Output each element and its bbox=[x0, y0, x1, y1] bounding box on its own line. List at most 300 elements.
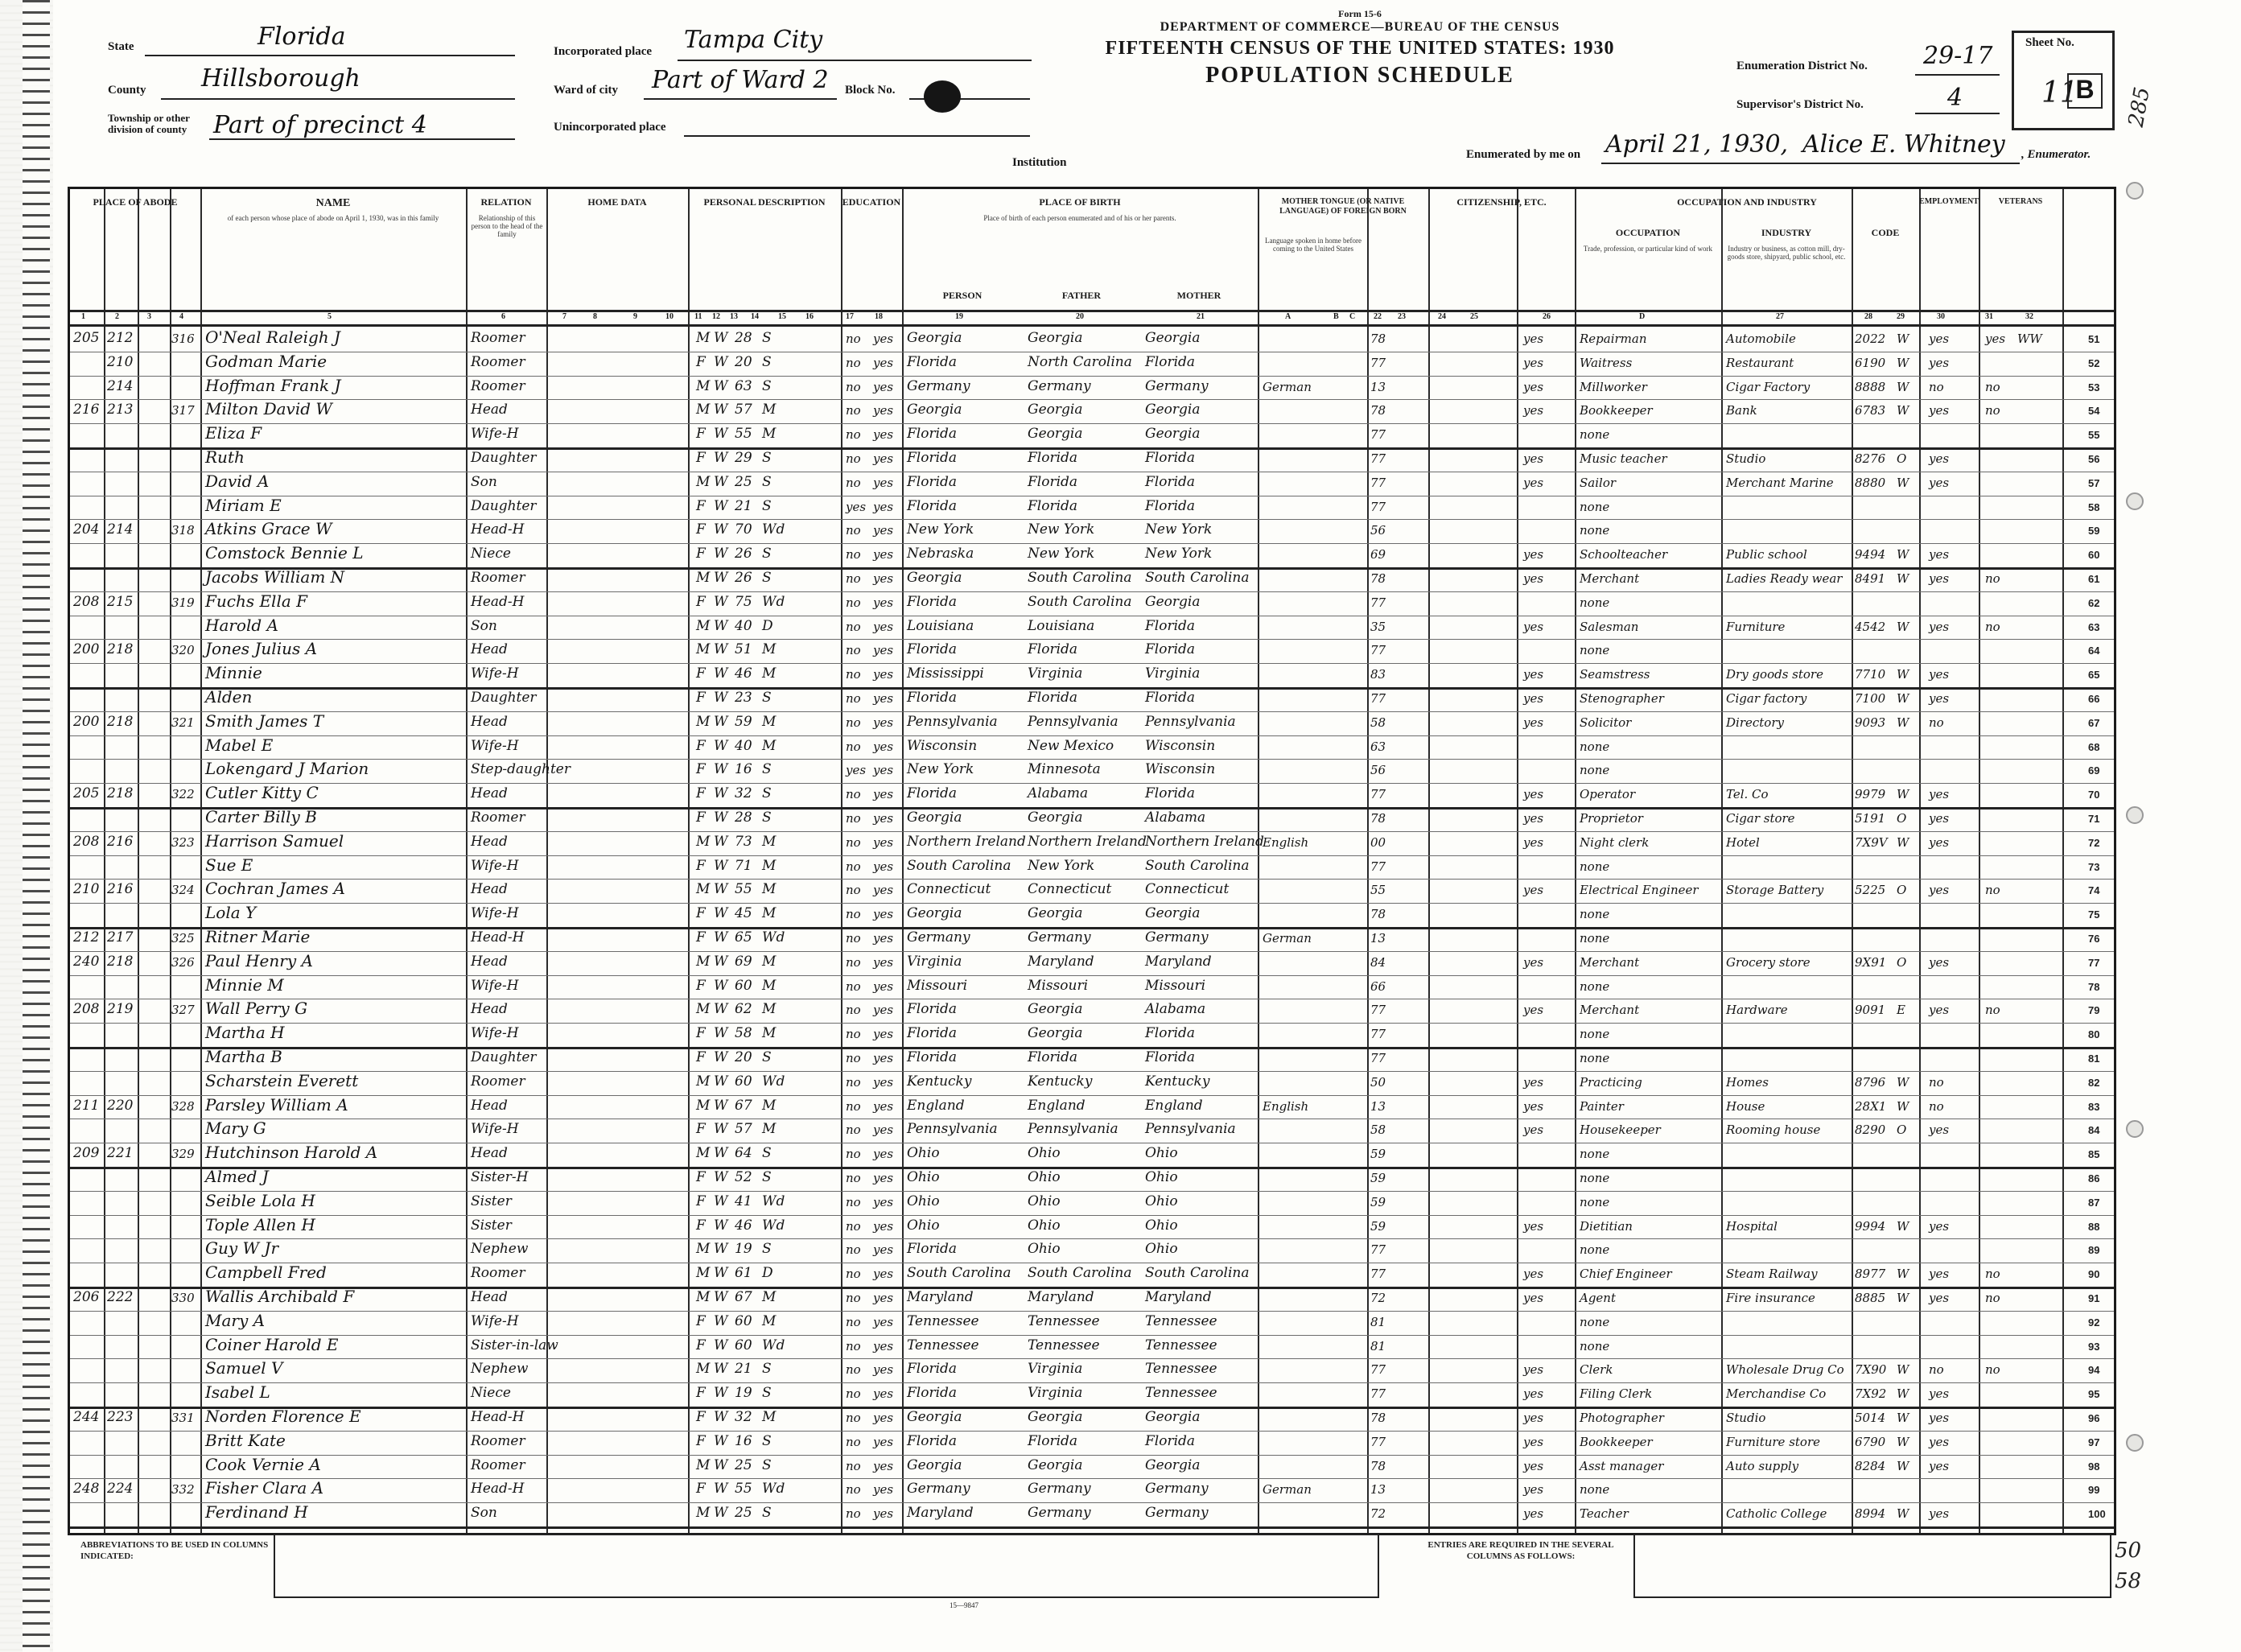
cell-race: W bbox=[714, 905, 728, 922]
cell-mother: Tennessee bbox=[1145, 1337, 1217, 1353]
cell-dw: 215 bbox=[107, 593, 134, 610]
enumerated-underline bbox=[1601, 163, 2020, 164]
cell-occ: Electrical Engineer bbox=[1580, 883, 1699, 898]
cell-read: yes bbox=[873, 954, 894, 970]
row-number: 68 bbox=[2088, 740, 2100, 753]
cell-mother: Georgia bbox=[1145, 426, 1201, 443]
cell-age: 55 bbox=[735, 1481, 752, 1498]
cell-birth: Connecticut bbox=[907, 881, 991, 898]
cell-ind: Ladies Ready wear bbox=[1726, 571, 1843, 586]
column-number: 5 bbox=[327, 312, 332, 321]
cell-cls: O bbox=[1897, 451, 1907, 466]
cell-code: 77 bbox=[1370, 691, 1386, 706]
state-value: Florida bbox=[257, 23, 346, 51]
cell-occ: none bbox=[1580, 1194, 1610, 1209]
cell-sex: M bbox=[696, 330, 711, 346]
cell-name: Ferdinand H bbox=[205, 1502, 308, 1522]
cell-sex: F bbox=[696, 1121, 706, 1138]
header-bottom-rule bbox=[70, 324, 2114, 327]
cell-birth: Kentucky bbox=[907, 1073, 972, 1090]
cell-birth: Florida bbox=[907, 1385, 958, 1402]
cell-code: 83 bbox=[1370, 667, 1386, 682]
cell-dw: 212 bbox=[107, 330, 134, 346]
cell-rel: Roomer bbox=[471, 810, 525, 826]
cell-name: Ritner Marie bbox=[205, 927, 311, 946]
cell-cls: W bbox=[1897, 1411, 1909, 1425]
margin-number: 285 bbox=[2124, 84, 2155, 130]
cell-cls: W bbox=[1897, 667, 1909, 682]
cell-father: Georgia bbox=[1028, 402, 1083, 418]
row-number: 84 bbox=[2088, 1124, 2100, 1137]
cell-sex: F bbox=[696, 546, 706, 562]
cell-rel: Head bbox=[471, 713, 508, 730]
cell-mother: Florida bbox=[1145, 497, 1196, 514]
cell-race: W bbox=[714, 402, 728, 418]
cell-dw: 213 bbox=[107, 402, 134, 418]
cell-emp: no bbox=[1929, 1074, 1944, 1090]
cell-mar: Wd bbox=[762, 929, 785, 945]
cell-mar: M bbox=[762, 1409, 777, 1425]
cell-mar: Wd bbox=[762, 1073, 785, 1090]
cell-name: Martha H bbox=[205, 1023, 285, 1043]
row-number: 55 bbox=[2088, 429, 2100, 442]
cell-birth: Georgia bbox=[907, 1409, 962, 1425]
cell-occcode: 9994 bbox=[1855, 1218, 1886, 1234]
cell-name: Britt Kate bbox=[205, 1430, 286, 1450]
cell-ind: Catholic College bbox=[1726, 1506, 1827, 1522]
cell-rel: Head bbox=[471, 953, 508, 970]
cell-cls: W bbox=[1897, 1386, 1909, 1402]
column-number: 2 bbox=[115, 312, 119, 321]
cell-emp: yes bbox=[1929, 332, 1950, 346]
cell-age: 61 bbox=[735, 1265, 752, 1282]
cell-father: Florida bbox=[1028, 497, 1078, 514]
cell-st: 208 bbox=[73, 593, 100, 610]
cell-father: Virginia bbox=[1028, 665, 1083, 682]
cell-birth: Florida bbox=[907, 1025, 958, 1042]
cell-read: yes bbox=[873, 1482, 894, 1498]
cell-read: yes bbox=[873, 834, 894, 850]
cell-work: yes bbox=[1523, 1267, 1544, 1282]
cell-mother: Maryland bbox=[1145, 1289, 1212, 1305]
cell-ind: Auto supply bbox=[1726, 1458, 1799, 1473]
enumerator-suffix: , Enumerator. bbox=[2021, 148, 2091, 161]
cell-father: Alabama bbox=[1028, 785, 1089, 802]
cell-code: 77 bbox=[1370, 1242, 1386, 1258]
cell-rel: Niece bbox=[471, 546, 511, 562]
cell-rel: Roomer bbox=[471, 330, 525, 346]
table-row bbox=[70, 1287, 2114, 1311]
cell-father: Virginia bbox=[1028, 1361, 1083, 1378]
cell-age: 57 bbox=[735, 402, 752, 418]
cell-name: Sue E bbox=[205, 855, 253, 875]
cell-dw: 222 bbox=[107, 1289, 134, 1305]
cell-rel: Sister-in-law bbox=[471, 1337, 558, 1353]
name-header: NAME bbox=[315, 197, 351, 209]
cell-occ: Merchant bbox=[1580, 571, 1640, 586]
cell-sch: no bbox=[846, 1314, 861, 1329]
cell-occ: Stenographer bbox=[1580, 691, 1664, 706]
cell-sch: no bbox=[846, 1171, 861, 1185]
cell-sch: no bbox=[846, 379, 861, 394]
column-number: 32 bbox=[2025, 312, 2033, 321]
cell-mother: Germany bbox=[1145, 1481, 1209, 1498]
cell-code: 69 bbox=[1370, 547, 1386, 562]
cell-mother: Georgia bbox=[1145, 905, 1201, 922]
cell-race: W bbox=[714, 1193, 728, 1209]
cell-occcode: 7X92 bbox=[1855, 1386, 1887, 1402]
cell-ind: Studio bbox=[1726, 451, 1766, 466]
cell-sex: F bbox=[696, 450, 706, 466]
cell-work: yes bbox=[1523, 787, 1544, 802]
cell-fam: 320 bbox=[171, 643, 195, 658]
cell-birth: Missouri bbox=[907, 977, 968, 994]
cell-mar: S bbox=[762, 1456, 772, 1473]
cell-work: yes bbox=[1523, 1411, 1544, 1425]
cell-cls: W bbox=[1897, 619, 1909, 634]
cell-rel: Roomer bbox=[471, 377, 525, 394]
cell-name: Coiner Harold E bbox=[205, 1334, 339, 1354]
cell-birth: Florida bbox=[907, 690, 958, 706]
cell-father: Florida bbox=[1028, 473, 1078, 490]
cell-occ: Bookkeeper bbox=[1580, 1434, 1653, 1449]
cell-occcode: 6783 bbox=[1855, 403, 1886, 418]
cell-mar: S bbox=[762, 497, 772, 514]
cell-code: 77 bbox=[1370, 643, 1386, 658]
cell-work: yes bbox=[1523, 834, 1544, 850]
row-number: 93 bbox=[2088, 1340, 2100, 1353]
row-number: 64 bbox=[2088, 645, 2100, 657]
row-number: 100 bbox=[2088, 1508, 2106, 1521]
cell-age: 73 bbox=[735, 833, 752, 850]
cell-rel: Son bbox=[471, 1505, 497, 1522]
cell-code: 50 bbox=[1370, 1074, 1386, 1090]
cell-occ: Housekeeper bbox=[1580, 1123, 1661, 1138]
cell-race: W bbox=[714, 1289, 728, 1305]
cell-mother: Florida bbox=[1145, 641, 1196, 658]
cell-race: W bbox=[714, 665, 728, 682]
cell-birth: Virginia bbox=[907, 953, 962, 970]
table-row bbox=[70, 663, 2114, 687]
cell-father: Germany bbox=[1028, 377, 1091, 394]
cell-father: South Carolina bbox=[1028, 593, 1132, 610]
cell-name: Parsley William A bbox=[205, 1094, 348, 1114]
cell-father: Florida bbox=[1028, 690, 1078, 706]
cell-read: yes bbox=[873, 931, 894, 945]
cell-name: Wall Perry G bbox=[205, 999, 308, 1019]
cell-mother: Florida bbox=[1145, 353, 1196, 370]
cell-code: 78 bbox=[1370, 403, 1386, 418]
cell-ind: Storage Battery bbox=[1726, 883, 1824, 898]
birth-father-header: FATHER bbox=[1061, 290, 1102, 301]
row-number: 52 bbox=[2088, 356, 2100, 369]
table-row bbox=[70, 496, 2114, 520]
place-of-abode-header: PLACE OF ABODE bbox=[93, 196, 178, 208]
cell-occcode: 8491 bbox=[1855, 571, 1886, 586]
cell-race: W bbox=[714, 593, 728, 610]
cell-vet: no bbox=[1985, 379, 2000, 394]
table-row bbox=[70, 423, 2114, 447]
cell-age: 45 bbox=[735, 905, 752, 922]
punch-hole bbox=[2126, 182, 2144, 200]
cell-rel: Head bbox=[471, 402, 508, 418]
cell-code: 77 bbox=[1370, 1386, 1386, 1402]
cell-read: yes bbox=[873, 1291, 894, 1305]
cell-mar: Wd bbox=[762, 1193, 785, 1209]
enum-district-underline bbox=[1915, 74, 2000, 76]
cell-dw: 216 bbox=[107, 881, 134, 898]
cell-occcode: 5014 bbox=[1855, 1411, 1886, 1425]
cell-father: Florida bbox=[1028, 1049, 1078, 1065]
cell-occcode: 7X90 bbox=[1855, 1362, 1887, 1378]
unincorporated-label: Unincorporated place bbox=[554, 121, 666, 134]
cell-mar: S bbox=[762, 546, 772, 562]
cell-father: Kentucky bbox=[1028, 1073, 1093, 1090]
cell-emp: yes bbox=[1929, 787, 1950, 802]
cell-name: Mary A bbox=[205, 1310, 266, 1330]
cell-age: 46 bbox=[735, 665, 752, 682]
cell-birth: Georgia bbox=[907, 330, 962, 346]
cell-rel: Son bbox=[471, 617, 497, 634]
cell-name: Norden Florence E bbox=[205, 1407, 361, 1426]
cell-fam: 323 bbox=[171, 834, 195, 850]
cell-read: yes bbox=[873, 355, 894, 370]
cell-rel: Head-H bbox=[471, 929, 525, 945]
cell-tongue: German bbox=[1263, 379, 1312, 394]
incorporated-value: Tampa City bbox=[684, 26, 823, 54]
cell-rel: Wife-H bbox=[471, 977, 519, 994]
cell-read: yes bbox=[873, 1147, 894, 1162]
cell-read: yes bbox=[873, 451, 894, 466]
cell-sex: F bbox=[696, 1337, 706, 1353]
cell-mar: M bbox=[762, 1289, 777, 1305]
cell-code: 59 bbox=[1370, 1171, 1386, 1185]
cell-cls: W bbox=[1897, 571, 1909, 586]
column-number: C bbox=[1349, 312, 1356, 321]
cell-sch: no bbox=[846, 451, 861, 466]
table-row bbox=[70, 1358, 2114, 1382]
cell-age: 55 bbox=[735, 881, 752, 898]
cell-occcode: 8994 bbox=[1855, 1506, 1886, 1522]
cell-mar: M bbox=[762, 426, 777, 443]
cell-rel: Niece bbox=[471, 1385, 511, 1402]
row-number: 76 bbox=[2088, 933, 2100, 945]
cell-rel: Daughter bbox=[471, 497, 537, 514]
cell-race: W bbox=[714, 1312, 728, 1329]
cell-age: 20 bbox=[735, 1049, 752, 1065]
cell-mother: Florida bbox=[1145, 1432, 1196, 1449]
cell-sex: M bbox=[696, 1241, 711, 1258]
entries-title: ENTRIES ARE REQUIRED IN THE SEVERAL COLUMNS AS FOLLOWS: bbox=[1427, 1540, 1614, 1561]
cell-work: yes bbox=[1523, 1074, 1544, 1090]
place-of-birth-header: PLACE OF BIRTH bbox=[1039, 196, 1121, 208]
cell-read: yes bbox=[873, 403, 894, 418]
cell-mother: Ohio bbox=[1145, 1217, 1178, 1234]
cell-birth: Ohio bbox=[907, 1145, 940, 1162]
row-number: 85 bbox=[2088, 1148, 2100, 1161]
cell-father: Maryland bbox=[1028, 1289, 1094, 1305]
cell-name: Campbell Fred bbox=[205, 1263, 327, 1283]
column-number: 19 bbox=[955, 312, 963, 321]
column-number: 13 bbox=[730, 312, 738, 321]
cell-race: W bbox=[714, 1337, 728, 1353]
cell-read: yes bbox=[873, 1051, 894, 1065]
cell-father: Missouri bbox=[1028, 977, 1089, 994]
cell-birth: Florida bbox=[907, 1241, 958, 1258]
cell-occ: none bbox=[1580, 1051, 1610, 1065]
row-number: 60 bbox=[2088, 549, 2100, 562]
cell-ind: Hospital bbox=[1726, 1218, 1778, 1234]
cell-age: 19 bbox=[735, 1241, 752, 1258]
cell-mother: Wisconsin bbox=[1145, 761, 1216, 778]
cell-read: yes bbox=[873, 1362, 894, 1378]
cell-age: 23 bbox=[735, 690, 752, 706]
cell-work: yes bbox=[1523, 451, 1544, 466]
cell-father: Connecticut bbox=[1028, 881, 1112, 898]
cell-code: 78 bbox=[1370, 811, 1386, 826]
cell-code: 13 bbox=[1370, 931, 1386, 945]
cell-read: yes bbox=[873, 811, 894, 826]
cell-ind: Dry goods store bbox=[1726, 667, 1823, 682]
cell-birth: South Carolina bbox=[907, 857, 1011, 874]
cell-rel: Head bbox=[471, 1097, 508, 1114]
cell-emp: yes bbox=[1929, 1291, 1950, 1305]
cell-occcode: 8276 bbox=[1855, 451, 1886, 466]
row-number: 99 bbox=[2088, 1484, 2100, 1497]
column-number: 22 bbox=[1374, 312, 1382, 321]
cell-name: Wallis Archibald F bbox=[205, 1287, 355, 1306]
cell-birth: Florida bbox=[907, 1049, 958, 1065]
table-row bbox=[70, 447, 2114, 472]
cell-race: W bbox=[714, 1265, 728, 1282]
cell-occ: Merchant bbox=[1580, 1003, 1640, 1018]
cell-occcode: 7X9V bbox=[1855, 834, 1888, 850]
cell-occ: Sailor bbox=[1580, 475, 1617, 490]
cell-occcode: 9494 bbox=[1855, 547, 1886, 562]
unincorporated-underline bbox=[684, 135, 1030, 137]
cell-father: North Carolina bbox=[1028, 353, 1132, 370]
cell-father: Germany bbox=[1028, 929, 1091, 945]
cell-mar: S bbox=[762, 690, 772, 706]
cell-sex: M bbox=[696, 1001, 711, 1018]
cell-cls: O bbox=[1897, 883, 1907, 898]
cell-occ: Filing Clerk bbox=[1580, 1386, 1653, 1402]
table-row bbox=[70, 399, 2114, 423]
cell-father: Florida bbox=[1028, 641, 1078, 658]
column-number: 30 bbox=[1937, 312, 1945, 321]
cell-dw: 218 bbox=[107, 953, 134, 970]
cell-race: W bbox=[714, 737, 728, 754]
cell-vet: no bbox=[1985, 619, 2000, 634]
cell-rel: Nephew bbox=[471, 1241, 529, 1258]
personal-description-header: PERSONAL DESCRIPTION bbox=[703, 196, 826, 208]
cell-code: 55 bbox=[1370, 883, 1386, 898]
cell-race: W bbox=[714, 1409, 728, 1425]
cell-dw: 221 bbox=[107, 1145, 134, 1162]
cell-occcode: 5225 bbox=[1855, 883, 1886, 898]
cell-name: Lola Y bbox=[205, 903, 257, 923]
cell-sex: M bbox=[696, 641, 711, 658]
table-row bbox=[70, 903, 2114, 927]
cell-sch: no bbox=[846, 1482, 861, 1498]
cell-sch: no bbox=[846, 1123, 861, 1138]
cell-father: Northern Ireland bbox=[1028, 833, 1147, 850]
table-row bbox=[70, 1238, 2114, 1263]
cell-race: W bbox=[714, 497, 728, 514]
row-number: 72 bbox=[2088, 836, 2100, 849]
column-number: 8 bbox=[593, 312, 597, 321]
cell-read: yes bbox=[873, 1386, 894, 1402]
cell-emp: no bbox=[1929, 715, 1944, 730]
cell-birth: Florida bbox=[907, 1432, 958, 1449]
table-row bbox=[70, 759, 2114, 783]
cell-read: yes bbox=[873, 667, 894, 682]
state-label: State bbox=[108, 40, 134, 53]
cell-code: 81 bbox=[1370, 1314, 1386, 1329]
cell-st: 209 bbox=[73, 1145, 100, 1162]
cell-birth: New York bbox=[907, 521, 974, 538]
cell-dw: 220 bbox=[107, 1097, 134, 1114]
cell-mother: Georgia bbox=[1145, 330, 1201, 346]
cell-rel: Head bbox=[471, 1289, 508, 1305]
cell-race: W bbox=[714, 1456, 728, 1473]
cell-name: Fisher Clara A bbox=[205, 1478, 324, 1498]
cell-sch: no bbox=[846, 619, 861, 634]
cell-father: Tennessee bbox=[1028, 1312, 1100, 1329]
column-number: 20 bbox=[1076, 312, 1084, 321]
cell-read: yes bbox=[873, 1218, 894, 1234]
cell-work: yes bbox=[1523, 547, 1544, 562]
cell-name: Lokengard J Marion bbox=[205, 759, 369, 779]
cell-emp: yes bbox=[1929, 571, 1950, 586]
cell-code: 77 bbox=[1370, 451, 1386, 466]
ward-underline bbox=[644, 98, 837, 100]
cell-st: 248 bbox=[73, 1481, 100, 1498]
cell-tongue: English bbox=[1263, 1098, 1309, 1114]
enumerated-date: April 21, 1930, bbox=[1605, 130, 1789, 159]
cell-rel: Wife-H bbox=[471, 1312, 519, 1329]
cell-age: 62 bbox=[735, 1001, 752, 1018]
name-subheader: of each person whose place of abode on April 1, 1930, was in this family bbox=[227, 214, 439, 222]
cell-emp: yes bbox=[1929, 451, 1950, 466]
cell-rel: Sister-H bbox=[471, 1169, 529, 1185]
cell-age: 40 bbox=[735, 737, 752, 754]
cell-mar: M bbox=[762, 977, 777, 994]
cell-birth: Maryland bbox=[907, 1289, 974, 1305]
cell-read: yes bbox=[873, 619, 894, 634]
cell-birth: Louisiana bbox=[907, 617, 974, 634]
cell-ind: Cigar factory bbox=[1726, 691, 1807, 706]
cell-cls: W bbox=[1897, 715, 1909, 730]
cell-occcode: 7710 bbox=[1855, 667, 1886, 682]
cell-age: 63 bbox=[735, 377, 752, 394]
cell-ind: Bank bbox=[1726, 403, 1757, 418]
cell-sex: M bbox=[696, 1505, 711, 1522]
cell-vet: no bbox=[1985, 571, 2000, 586]
cell-mother: Northern Ireland bbox=[1145, 833, 1264, 850]
cell-rel: Head-H bbox=[471, 1481, 525, 1498]
cell-sch: no bbox=[846, 1027, 861, 1042]
cell-sch: no bbox=[846, 1074, 861, 1090]
cell-read: yes bbox=[873, 1242, 894, 1258]
cell-work: yes bbox=[1523, 811, 1544, 826]
cell-sex: F bbox=[696, 1312, 706, 1329]
cell-race: W bbox=[714, 857, 728, 874]
cell-name: Comstock Bennie L bbox=[205, 543, 364, 563]
cell-age: 64 bbox=[735, 1145, 752, 1162]
cell-sch: no bbox=[846, 1218, 861, 1234]
cell-name: Hoffman Frank J bbox=[205, 375, 341, 395]
